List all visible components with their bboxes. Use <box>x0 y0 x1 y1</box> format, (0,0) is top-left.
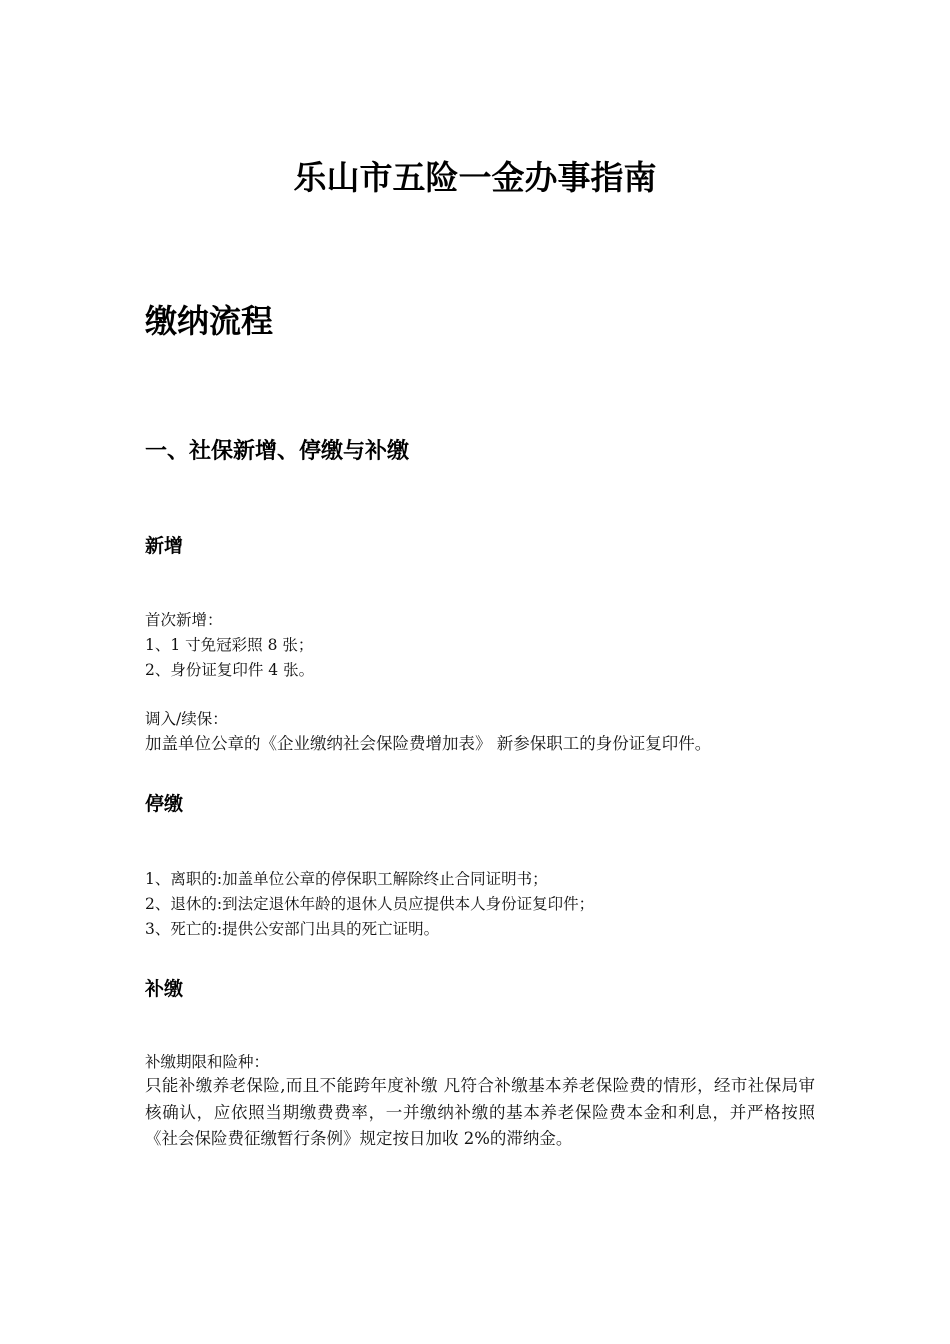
section-title: 缴纳流程 <box>145 302 274 340</box>
stop-item: 3、死亡的:提供公安部门出具的死亡证明。 <box>145 920 440 938</box>
first-enroll-item: 2、身份证复印件 4 张。 <box>145 661 315 679</box>
first-enroll-item: 1、1 寸免冠彩照 8 张； <box>145 636 314 654</box>
backpay-label: 补缴期限和险种： <box>145 1053 270 1071</box>
backpay-text: 只能补缴养老保险,而且不能跨年度补缴 凡符合补缴基本养老保险费的情形，经市社保局审核确认，应依照当期缴费费率，一并缴纳补缴的基本养老保险费本金和利息，并严格按照《社会保险费征缴暂行条例》规定按日加收 2%的滞纳金。 <box>145 1076 815 1148</box>
backpay-heading: 补缴 <box>145 978 184 1000</box>
stop-item: 1、离职的:加盖单位公章的停保职工解除终止合同证明书； <box>145 870 548 888</box>
document-title: 乐山市五险一金办事指南 <box>293 158 657 197</box>
transfer-label: 调入/续保： <box>145 710 228 728</box>
subsection-title: 一、社保新增、停缴与补缴 <box>145 439 410 464</box>
new-enroll-heading: 新增 <box>145 535 184 557</box>
stop-heading: 停缴 <box>145 793 184 815</box>
transfer-text: 加盖单位公章的《企业缴纳社会保险费增加表》 新参保职工的身份证复印件。 <box>145 734 712 753</box>
first-enroll-label: 首次新增： <box>145 611 223 629</box>
stop-item: 2、退休的:到法定退休年龄的退休人员应提供本人身份证复印件； <box>145 895 595 913</box>
